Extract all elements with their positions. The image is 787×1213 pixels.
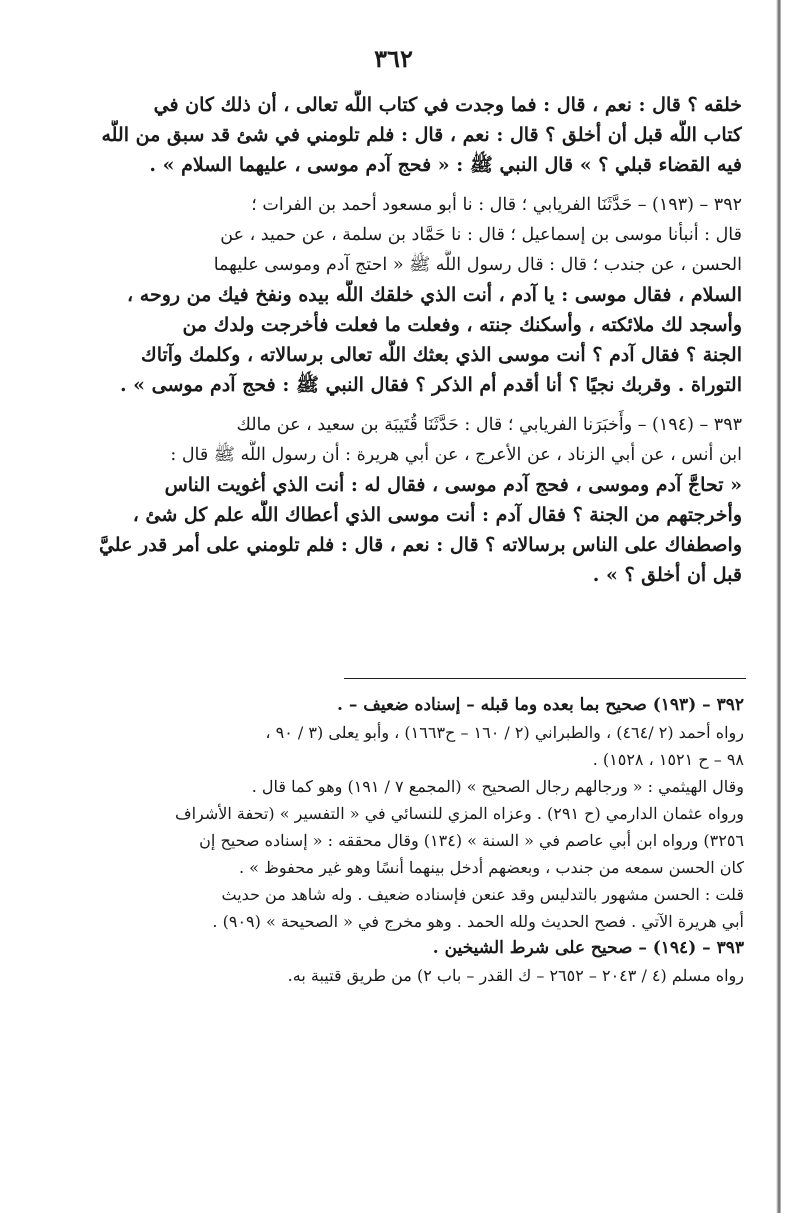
footnote-line: قلت : الحسن مشهور بالتدليس وقد عنعن فإسناده ضعيف . وله شاهد من حديث xyxy=(221,885,744,904)
footnote-separator xyxy=(344,678,746,679)
text-line: ابن أنس ، عن أبي الزناد ، عن الأعرج ، عن أبي هريرة : أن رسول اللَّه ﷺ قال : xyxy=(170,445,742,465)
text-line: ٣٩٣ – (١٩٤) – وأَخبَرَنا الفريابي ؛ قال : حَدَّثَنَا قُتَيبَة بن سعيد ، عن مالك xyxy=(236,415,742,435)
text-line: قال : أنبأنا موسى بن إسماعيل ؛ قال : نا حَمَّاد بن سلمة ، عن حميد ، عن xyxy=(220,225,742,245)
text-line: الجنة ؟ فقال آدم ؟ أنت موسى الذي بعثك اللَّه تعالى برسالاته ، وكلمك وآتاك xyxy=(141,344,742,366)
footnote-line: ورواه عثمان الدارمي (ح ٢٩١) . وعزاه المزي للنسائي في « التفسير » (تحفة الأشراف xyxy=(175,804,744,823)
footnote-line: ٣٩٣ – (١٩٤) – صحيح على شرط الشيخين . xyxy=(432,938,744,958)
footnote-line: رواه مسلم (٤ / ٢٠٤٣ – ٢٦٥٢ – ك القدر – باب ٢) من طريق قتيبة به. xyxy=(287,966,744,985)
text-line: فيه القضاء قبلي ؟ » قال النبي ﷺ : « فحج آدم موسى ، عليهما السلام » . xyxy=(149,154,742,176)
main-text xyxy=(46,90,742,600)
text-line: ٣٩٢ – (١٩٣) – حَدَّثَنَا الفريابي ؛ قال : نا أبو مسعود أحمد بن الفرات ؛ xyxy=(251,195,742,215)
text-line: « تحاجَّ آدم وموسى ، فحج آدم موسى ، فقال له : أنت الذي أغويت الناس xyxy=(164,474,742,496)
text-line: كتاب اللَّه قبل أن أخلق ؟ قال : نعم ، قال : فلم تلومني في شئ قد سبق من اللَّه xyxy=(101,124,742,146)
text-line: الحسن ، عن جندب ؛ قال : قال رسول اللَّه ﷺ « احتج آدم وموسى عليهما xyxy=(213,255,742,275)
footnotes xyxy=(44,692,744,989)
text-line: خلقه ؟ قال : نعم ، قال : فما وجدت في كتاب اللَّه تعالى ، أن ذلك كان في xyxy=(153,94,742,116)
footnote-line: أبي هريرة الآتي . فصح الحديث ولله الحمد . وهو مخرج في « الصحيحة » (٩٠٩) . xyxy=(212,912,744,931)
hadith-paragraph-392 xyxy=(46,190,742,400)
text-line: واصطفاك على الناس برسالاته ؟ قال : نعم ، قال : فلم تلومني على أمر قدر عليَّ xyxy=(98,534,742,556)
footnote-line: رواه أحمد (٢ /٤٦٤) ، والطبراني (٢ / ١٦٠ – ح١٦٦٣) ، وأبو يعلى (٣ / ٩٠ ، xyxy=(265,723,744,742)
footnote-line: كان الحسن سمعه من جندب ، وبعضهم أدخل بينهما أنسًا وهو غير محفوظ » . xyxy=(238,858,744,877)
footnote-line: ٣٩٢ – (١٩٣) صحيح بما بعده وما قبله – إسناده ضعيف – . xyxy=(337,695,744,715)
paragraph-continuation xyxy=(46,90,742,180)
text-line: السلام ، فقال موسى : يا آدم ، أنت الذي خلقك اللَّه بيده ونفخ فيك من روحه ، xyxy=(127,284,742,306)
footnote-line: ٩٨ – ح ١٥٢١ ، ١٥٢٨) . xyxy=(592,750,744,769)
text-line: التوراة . وقربك نجيًا ؟ أنا أقدم أم الذكر ؟ فقال النبي ﷺ : فحج آدم موسى » . xyxy=(119,374,742,396)
page-number: ٣٦٢ xyxy=(374,44,413,73)
scan-edge-shadow xyxy=(776,0,781,1213)
footnote-line: ٣٢٥٦) ورواه ابن أبي عاصم في « السنة » (١٣٤) وقال محققه : « إسناده صحيح إن xyxy=(199,831,744,850)
text-line: وأخرجتهم من الجنة ؟ فقال آدم : أنت موسى الذي أعطاك اللَّه علم كل شئ ، xyxy=(132,504,742,526)
text-line: وأسجد لك ملائكته ، وأسكنك جنته ، وفعلت ما فعلت فأخرجت ولدك من xyxy=(182,314,742,336)
hadith-paragraph-393 xyxy=(46,410,742,590)
text-line: قبل أن أخلق ؟ » . xyxy=(592,564,742,586)
footnote-line: وقال الهيثمي : « ورجالهم رجال الصحيح » (المجمع ٧ / ١٩١) وهو كما قال . xyxy=(251,777,744,796)
